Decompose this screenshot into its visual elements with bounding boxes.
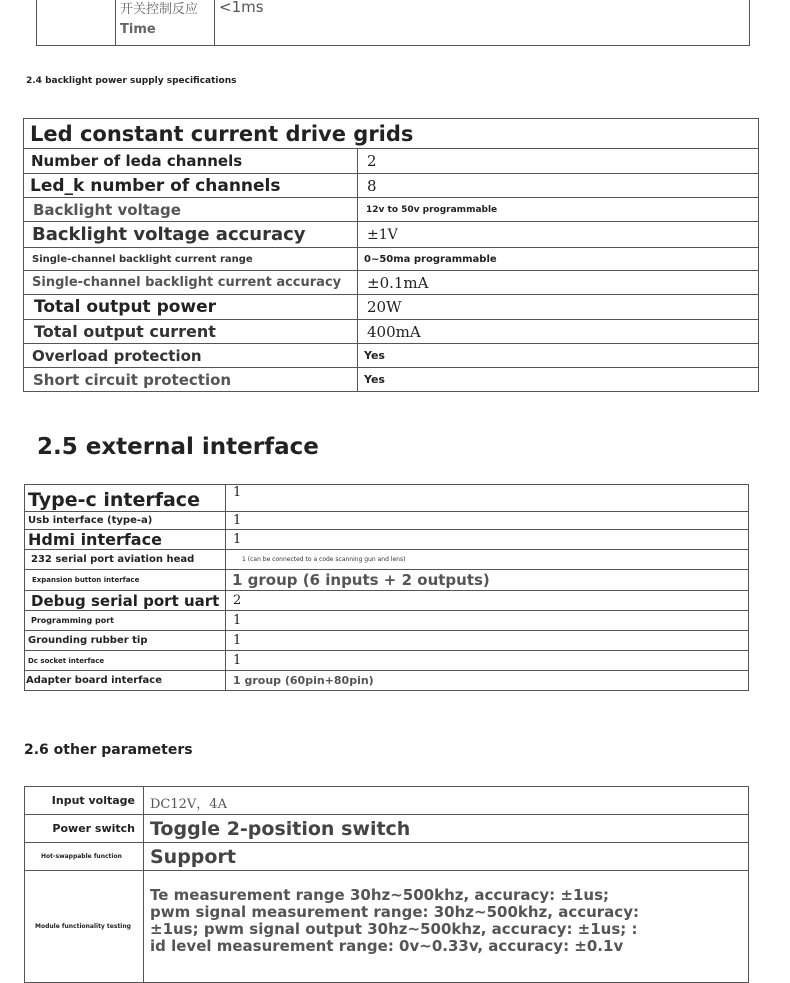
interface-value: 1 [226, 512, 749, 530]
interface-value: 1 [242, 556, 246, 563]
param-label: Module functionality testing [25, 871, 144, 983]
interface-value: 1 [226, 611, 749, 631]
interface-label: Grounding rubber tip [25, 631, 226, 651]
interface-label: Programming port [25, 611, 226, 631]
interface-label: Adapter board interface [25, 671, 226, 691]
interface-value: 2 [226, 591, 749, 611]
backlight-label: Single-channel backlight current accuracy [24, 271, 358, 295]
interface-label: Type-c interface [25, 485, 226, 512]
backlight-value: ±1V [358, 222, 759, 248]
param-value: Toggle 2-position switch [144, 815, 749, 843]
section-2-4-heading: 2.4 backlight power supply specifications [26, 76, 237, 86]
interface-label: Dc socket interface [25, 651, 226, 671]
backlight-label: Total output power [24, 295, 358, 320]
interface-label: Hdmi interface [25, 530, 226, 550]
backlight-value: Yes [358, 344, 759, 368]
backlight-label: Number of leda channels [24, 149, 358, 174]
top-label-cell [116, 0, 215, 46]
interface-label: Expansion button interface [25, 570, 226, 591]
backlight-label: Single-channel backlight current range [24, 248, 358, 271]
backlight-value: 12v to 50v programmable [358, 198, 759, 222]
interface-table [24, 484, 749, 691]
interface-label: Usb interface (type-a) [25, 512, 226, 530]
interface-label: Debug serial port uart [25, 591, 226, 611]
interface-value-cell [226, 550, 749, 570]
interface-value: 1 [226, 631, 749, 651]
other-params-table [24, 786, 749, 983]
param-label: Hot-swappable function [25, 843, 144, 871]
interface-note: (can be connected to a code scanning gun and lens) [247, 556, 406, 563]
backlight-value: 8 [358, 174, 759, 198]
backlight-value: 20W [358, 295, 759, 320]
top-table [36, 0, 750, 46]
top-value-cell [215, 0, 750, 46]
top-label-en: Time [120, 22, 156, 37]
param-label: Input voltage [25, 787, 144, 815]
backlight-value: 0~50ma programmable [358, 248, 759, 271]
param-value: DC12V，4A [144, 787, 749, 815]
interface-value: 1 [226, 530, 749, 550]
backlight-value: ±0.1mA [358, 271, 759, 295]
backlight-label: Backlight voltage accuracy [24, 222, 358, 248]
param-value: Support [144, 843, 749, 871]
param-value: Te measurement range 30hz~500khz, accuracy: ±1us; pwm signal measurement range: 30hz~500khz, accuracy: ±1us; pwm signal output 30hz~500khz, accuracy: ±1us; : id level measurement range: 0v~0.33v, accuracy: ±0.1v [144, 871, 749, 983]
backlight-table-title: Led constant current drive grids [24, 119, 759, 149]
backlight-value: 400mA [358, 320, 759, 344]
interface-value: 1 group (6 inputs + 2 outputs) [226, 570, 749, 591]
backlight-label: Overload protection [24, 344, 358, 368]
top-value: <1ms [219, 0, 264, 16]
interface-value: 1 group (60pin+80pin) [226, 671, 749, 691]
backlight-label: Backlight voltage [24, 198, 358, 222]
backlight-table [23, 118, 759, 392]
interface-value: 1 [226, 651, 749, 671]
top-empty-cell [37, 0, 116, 46]
backlight-value: Yes [358, 368, 759, 392]
backlight-label: Total output current [24, 320, 358, 344]
section-2-5-heading: 2.5 external interface [37, 434, 319, 460]
interface-label: 232 serial port aviation head [25, 550, 226, 570]
top-label-cn: 开关控制反应 [120, 2, 199, 17]
interface-value: 1 [226, 485, 749, 512]
section-2-6-heading: 2.6 other parameters [24, 742, 193, 758]
param-label: Power switch [25, 815, 144, 843]
backlight-label: Short circuit protection [24, 368, 358, 392]
backlight-label: Led_k number of channels [24, 174, 358, 198]
backlight-value: 2 [358, 149, 759, 174]
